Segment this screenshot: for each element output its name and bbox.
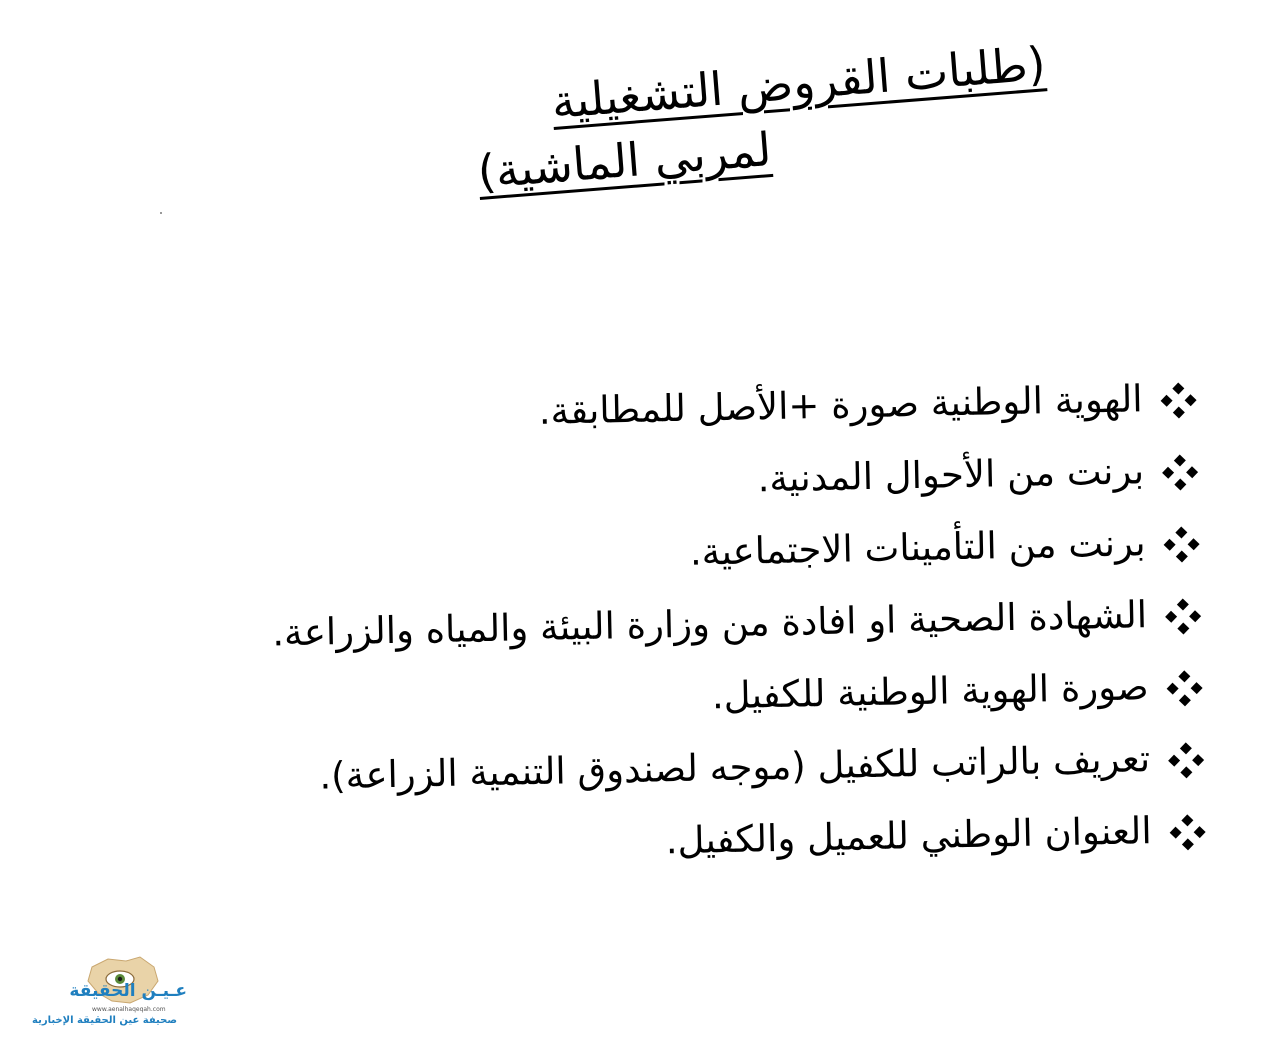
four-diamond-bullet-icon bbox=[1160, 664, 1209, 713]
four-diamond-bullet-icon bbox=[1156, 448, 1205, 497]
title-line-1: (طلبات القروض التشغيلية bbox=[549, 36, 1048, 129]
four-diamond-bullet-icon bbox=[1159, 592, 1208, 641]
requirement-text: صورة الهوية الوطنية للكفيل. bbox=[711, 665, 1150, 718]
four-diamond-bullet-icon bbox=[1154, 376, 1203, 425]
document-title bbox=[185, 26, 1075, 255]
title-line-2: لمربي الماشية) bbox=[475, 122, 774, 199]
four-diamond-bullet-icon bbox=[1163, 808, 1212, 857]
list-item bbox=[52, 372, 1203, 448]
list-item bbox=[55, 516, 1206, 592]
publisher-logo bbox=[18, 955, 188, 1035]
list-item bbox=[60, 732, 1211, 808]
list-item bbox=[54, 444, 1205, 520]
requirement-text: الشهادة الصحية او افادة من وزارة البيئة والمياه والزراعة. bbox=[271, 593, 1148, 655]
requirement-text: الهوية الوطنية صورة +الأصل للمطابقة. bbox=[538, 377, 1143, 433]
four-diamond-bullet-icon bbox=[1157, 520, 1206, 569]
four-diamond-bullet-icon bbox=[1162, 736, 1211, 785]
list-item bbox=[58, 660, 1209, 736]
requirement-text: تعريف بالراتب للكفيل (موجه لصندوق التنمية الزراعة). bbox=[318, 737, 1151, 798]
logo-url: www.aenalhaqeqah.com bbox=[92, 1006, 166, 1013]
requirement-text: برنت من التأمينات الاجتماعية. bbox=[689, 521, 1147, 574]
requirement-text: برنت من الأحوال المدنية. bbox=[757, 449, 1145, 501]
stray-dot bbox=[160, 212, 162, 214]
logo-tagline: صحيفة عين الحقيقة الإخبارية bbox=[32, 1015, 177, 1026]
list-item bbox=[61, 804, 1212, 880]
logo-name: عـيـن الحقيقة bbox=[69, 981, 187, 1001]
requirement-text: العنوان الوطني للعميل والكفيل. bbox=[665, 809, 1153, 863]
list-item bbox=[57, 588, 1208, 664]
requirements-list bbox=[52, 372, 1212, 900]
